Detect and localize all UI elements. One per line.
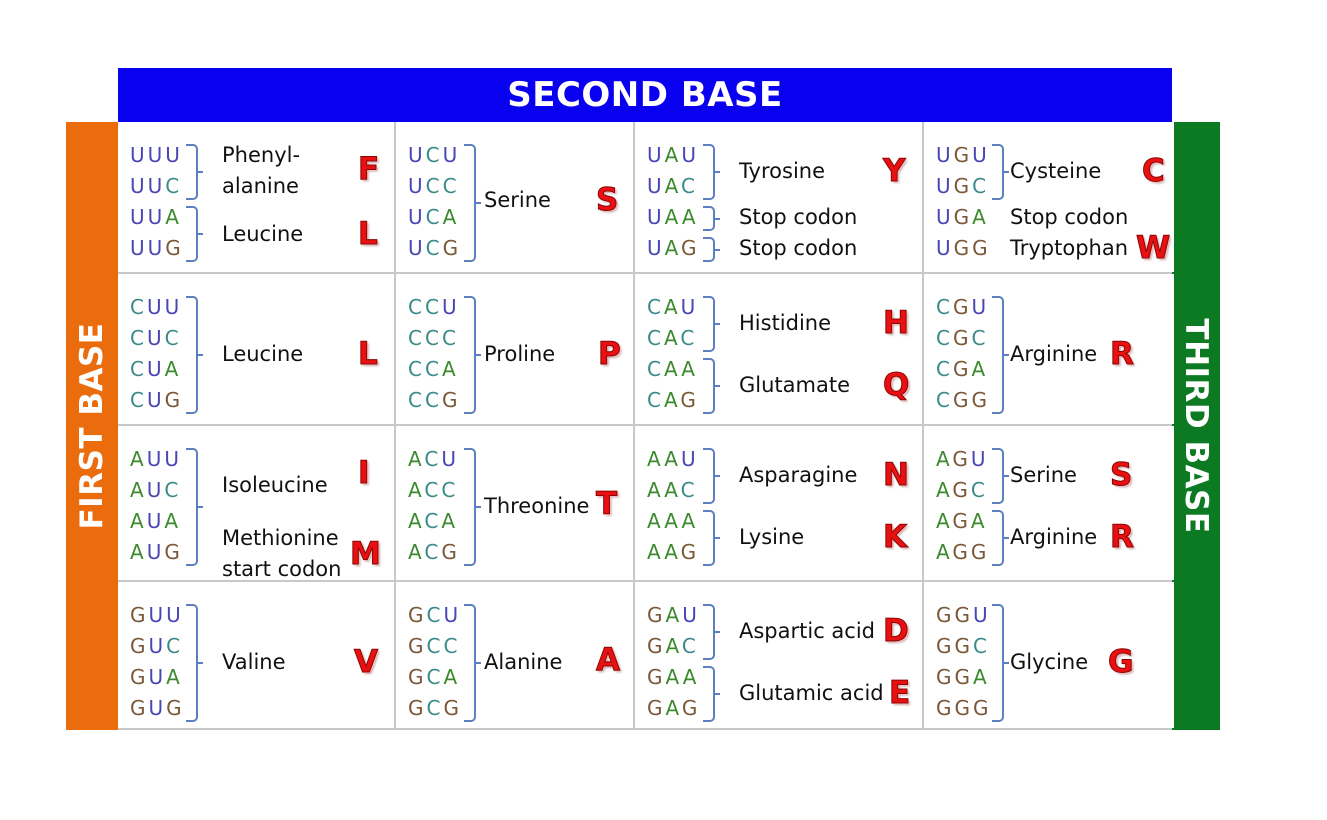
- codon-cell-gu: [118, 582, 394, 728]
- codon-list: [936, 444, 1000, 568]
- amino-acid-name: Histidine: [739, 310, 832, 335]
- amino-acid-letter: Y: [883, 152, 906, 189]
- codon-list: [130, 600, 194, 724]
- amino-acid-name: Cysteine: [1010, 158, 1102, 183]
- codon-table: [118, 122, 1172, 730]
- codon: AAU: [647, 447, 699, 471]
- codon-list: [130, 140, 194, 264]
- codon: AGC: [936, 478, 988, 502]
- amino-acid-letter: R: [1110, 335, 1134, 372]
- codon: CGG: [936, 388, 990, 412]
- amino-acid-letter: I: [358, 454, 370, 491]
- codon: GAG: [647, 696, 701, 720]
- amino-acid-letter: E: [889, 674, 911, 711]
- codon-bracket: [703, 206, 715, 231]
- amino-acid-name: Lysine: [739, 524, 805, 549]
- amino-acid-letter: D: [883, 612, 909, 649]
- amino-acid-letter: L: [358, 335, 378, 372]
- amino-acid-name: Phenyl-: [222, 143, 301, 167]
- amino-acid-letter: N: [883, 456, 909, 493]
- codon-list: [130, 444, 194, 568]
- codon-cell-cu: [118, 274, 394, 424]
- codon: CGA: [936, 357, 989, 381]
- codon-cell-uu: [118, 122, 394, 272]
- codon-bracket: [992, 604, 1004, 722]
- codon-list: [408, 444, 472, 568]
- codon: ACG: [408, 540, 460, 564]
- codon-list: [936, 292, 1000, 416]
- codon: GUC: [130, 634, 184, 658]
- codon: CAC: [647, 326, 698, 350]
- codon: ACU: [408, 447, 459, 471]
- codon-cell-cc: [396, 274, 633, 424]
- amino-acid-letter: H: [883, 304, 909, 341]
- codon-bracket: [186, 448, 198, 566]
- codon: GUG: [130, 696, 185, 720]
- codon-list: [936, 140, 1000, 264]
- codon: ACC: [408, 478, 459, 502]
- amino-acid-name: Tryptophan: [1010, 236, 1129, 260]
- amino-acid-name: Asparagine: [739, 462, 858, 487]
- codon-list: [936, 600, 1000, 724]
- codon: UUU: [130, 143, 183, 167]
- codon: ACA: [408, 509, 458, 533]
- codon: AAA: [647, 509, 699, 533]
- codon: UCA: [408, 205, 460, 229]
- third-base-bar: [1172, 122, 1220, 730]
- codon: GUA: [130, 665, 183, 689]
- amino-acid-letter: S: [1110, 456, 1133, 493]
- amino-acid-letter: T: [596, 485, 618, 522]
- second-base-header: [118, 68, 1172, 122]
- amino-acid-letter: V: [354, 643, 378, 680]
- codon: GGU: [936, 603, 991, 627]
- codon: UAC: [647, 174, 698, 198]
- amino-acid-name: Tyrosine: [739, 158, 826, 183]
- amino-acid-name: Serine: [1010, 462, 1077, 487]
- amino-acid-letter: Q: [883, 366, 910, 403]
- codon-bracket: [186, 144, 198, 200]
- amino-acid-letter: L: [358, 216, 378, 253]
- codon: CAG: [647, 388, 699, 412]
- amino-acid-name: Stop codon: [739, 205, 858, 229]
- codon: AAG: [647, 540, 700, 564]
- amino-acid-name: Arginine: [1010, 524, 1098, 549]
- amino-acid-name: Stop codon: [739, 236, 858, 260]
- codon: GCU: [408, 603, 462, 627]
- codon-list: [408, 292, 472, 416]
- amino-acid-letter: F: [358, 150, 380, 187]
- amino-acid-name: Stop codon: [1010, 205, 1129, 229]
- codon-bracket: [186, 296, 198, 414]
- codon: CGC: [936, 326, 989, 350]
- codon-list: [647, 600, 711, 724]
- codon: AUC: [130, 478, 182, 502]
- codon-bracket: [703, 604, 715, 660]
- codon: CUC: [130, 326, 182, 350]
- amino-acid-name: Glutamate: [739, 372, 850, 397]
- codon: UGA: [936, 205, 989, 229]
- amino-acid-name: alanine: [222, 174, 299, 198]
- codon-cell-ca: [635, 274, 922, 424]
- codon: UCU: [408, 143, 461, 167]
- codon: UAA: [647, 205, 699, 229]
- amino-acid-letter: M: [350, 535, 381, 572]
- codon-bracket: [464, 144, 476, 262]
- amino-acid-name: Alanine: [484, 649, 563, 674]
- codon-cell-uc: [396, 122, 633, 272]
- amino-acid-name: Glutamic acid: [739, 680, 884, 705]
- amino-acid-name: Leucine: [222, 341, 304, 366]
- amino-acid-name: Threonine: [484, 493, 590, 518]
- codon: CCC: [408, 326, 459, 350]
- codon: GAA: [647, 665, 700, 689]
- codon: CAA: [647, 357, 698, 381]
- amino-acid-letter: W: [1136, 230, 1171, 266]
- codon-cell-au: [118, 426, 394, 580]
- codon-bracket: [464, 448, 476, 566]
- amino-acid-name: Serine: [484, 187, 551, 212]
- codon-list: [408, 600, 472, 724]
- codon: GGC: [936, 634, 990, 658]
- codon-bracket: [186, 604, 198, 722]
- codon: UUA: [130, 205, 182, 229]
- codon-bracket: [703, 237, 715, 262]
- third-base-label: THIRD BASE: [1178, 318, 1214, 534]
- codon: UGC: [936, 174, 990, 198]
- codon-bracket: [992, 448, 1004, 504]
- amino-acid-letter: K: [883, 518, 908, 555]
- codon: GAU: [647, 603, 700, 627]
- codon: GGG: [936, 696, 992, 720]
- codon: GAC: [647, 634, 699, 658]
- codon-bracket: [464, 296, 476, 414]
- second-base-label: SECOND BASE: [507, 75, 783, 115]
- codon-bracket: [703, 144, 715, 200]
- amino-acid-letter: S: [596, 181, 619, 218]
- codon: GCG: [408, 696, 462, 720]
- amino-acid-name: Arginine: [1010, 341, 1098, 366]
- first-base-bar: [66, 122, 118, 730]
- codon: AUU: [130, 447, 182, 471]
- codon-bracket: [703, 448, 715, 504]
- codon: CUA: [130, 357, 182, 381]
- codon: AUG: [130, 540, 183, 564]
- codon-list: [647, 140, 711, 264]
- codon: CCA: [408, 357, 459, 381]
- codon-list: [647, 444, 711, 568]
- codon: UAU: [647, 143, 699, 167]
- codon-cell-aa: [635, 426, 922, 580]
- codon: CCU: [408, 295, 460, 319]
- codon-cell-ua: [635, 122, 922, 272]
- codon: CUU: [130, 295, 183, 319]
- codon-bracket: [464, 604, 476, 722]
- codon-cell-gg: [924, 582, 1174, 728]
- amino-acid-letter: C: [1142, 152, 1165, 189]
- codon-cell-ga: [635, 582, 922, 728]
- codon-list: [130, 292, 194, 416]
- amino-acid-name: Isoleucine: [222, 473, 328, 498]
- codon: UCG: [408, 236, 462, 260]
- codon: UUC: [130, 174, 183, 198]
- codon-cell-gc: [396, 582, 633, 728]
- codon: GCA: [408, 665, 461, 689]
- first-base-label: FIRST BASE: [74, 322, 110, 530]
- codon: GUU: [130, 603, 184, 627]
- codon-cell-ug: [924, 122, 1174, 272]
- codon: CUG: [130, 388, 184, 412]
- codon: CCG: [408, 388, 461, 412]
- codon: UCC: [408, 174, 460, 198]
- amino-acid-letter: A: [596, 641, 620, 678]
- codon-bracket: [703, 510, 715, 566]
- codon: UGG: [936, 236, 991, 260]
- codon: AGG: [936, 540, 990, 564]
- codon: GGA: [936, 665, 990, 689]
- codon: AGU: [936, 447, 989, 471]
- codon-bracket: [992, 510, 1004, 566]
- amino-acid-name: Glycine: [1010, 649, 1089, 674]
- codon: CGU: [936, 295, 990, 319]
- amino-acid-name: Proline: [484, 341, 556, 366]
- amino-acid-name: Leucine: [222, 222, 304, 247]
- codon: CAU: [647, 295, 699, 319]
- codon-bracket: [992, 144, 1004, 200]
- codon: UAG: [647, 236, 700, 260]
- codon-cell-ag: [924, 426, 1174, 580]
- amino-acid-name: Valine: [222, 649, 286, 674]
- amino-acid-letter: P: [598, 335, 621, 372]
- amino-acid-name: Methionine: [222, 526, 339, 551]
- codon: AAC: [647, 478, 698, 502]
- codon-list: [408, 140, 472, 264]
- amino-acid-name: Aspartic acid: [739, 618, 876, 643]
- codon-bracket: [703, 296, 715, 352]
- codon: AGA: [936, 509, 988, 533]
- codon-list: [647, 292, 711, 416]
- amino-acid-letter: G: [1108, 643, 1134, 680]
- codon-bracket: [703, 358, 715, 414]
- codon: UGU: [936, 143, 990, 167]
- amino-acid-name: start codon: [222, 557, 342, 580]
- codon-cell-ac: [396, 426, 633, 580]
- codon-cell-cg: [924, 274, 1174, 424]
- codon: GCC: [408, 634, 461, 658]
- amino-acid-letter: R: [1110, 518, 1134, 555]
- codon-bracket: [992, 296, 1004, 414]
- codon: UUG: [130, 236, 184, 260]
- codon: AUA: [130, 509, 182, 533]
- codon-bracket: [186, 206, 198, 262]
- codon-bracket: [703, 666, 715, 722]
